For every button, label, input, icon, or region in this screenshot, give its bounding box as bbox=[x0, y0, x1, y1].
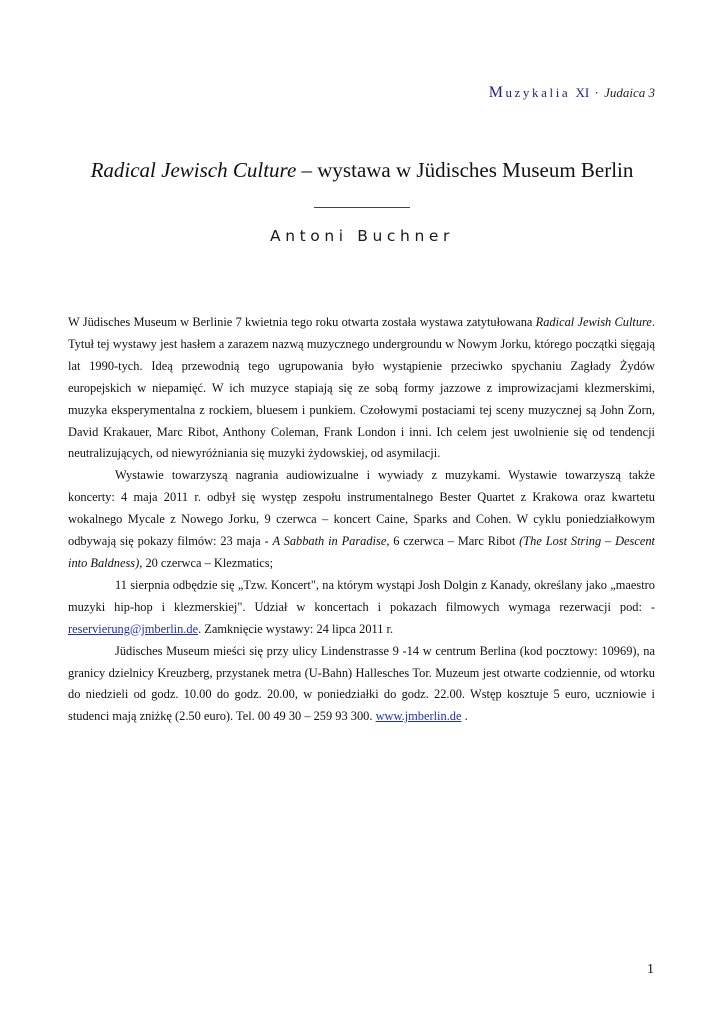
header-separator: · bbox=[594, 85, 599, 100]
museum-website-link[interactable]: www.jmberlin.de bbox=[375, 709, 462, 724]
journal-name-initial: M bbox=[488, 84, 506, 101]
reservation-email-link[interactable]: reservierung@jmberlin.de bbox=[68, 621, 199, 636]
paragraph-2 bbox=[68, 465, 655, 575]
paragraph-1-text-b: . Tytuł tej wystawy jest hasłem a zarazem nazwą muzycznego undergroundu w Nowym Jorku, którego początki sięgają lat 1990-tych. Ideą przewodnią tego ugrupowania było wystąpienie przeciwko spychaniu Zagłady Żydów europejskich w niepamięć. W ich muzyce stapiają się ze sobą formy jazzowe z improwizacjami klezmerskimi, muzyka eksperymentalna z rockiem, bluesem i punkiem. Czołowymi postaciami tej sceny muzycznej są John Zorn, David Krakauer, Marc Ribot, Anthony Coleman, Frank London i inni. Ich celem jest uwolnienie się od tendencji neutralizujących, od niewyróżniania się muzyki żydowskiej, od asymilacji. bbox=[68, 315, 655, 461]
paragraph-3-text-a: 11 sierpnia odbędzie się „Tzw. Koncert", na którym wystąpi Josh Dolgin z Kanady, określany jako „maestro muzyki hip-hop i klezmerskiej". Udział w koncertach i pokazach filmowych wymaga rezerwacji pod: - bbox=[68, 577, 655, 614]
article-title bbox=[0, 158, 724, 183]
page-number: 1 bbox=[647, 962, 654, 977]
paragraph-3 bbox=[68, 575, 655, 641]
journal-series: Judaica 3 bbox=[604, 85, 655, 100]
journal-volume: XI bbox=[575, 85, 590, 100]
article-title-italic: Radical Jewisch Culture bbox=[90, 158, 297, 182]
paragraph-4 bbox=[68, 641, 655, 729]
paragraph-4-text-b: . bbox=[461, 709, 468, 724]
title-divider bbox=[314, 207, 410, 208]
journal-name-rest: uzykalia bbox=[505, 85, 571, 100]
paragraph-2-text-b: , 6 czerwca – Marc Ribot bbox=[386, 534, 520, 549]
paragraph-1-text-a: W Jüdisches Museum w Berlinie 7 kwietnia tego roku otwarta została wystawa zatytułowana bbox=[68, 315, 536, 329]
film-title-lost-string: (The Lost String – Descent into Baldness) bbox=[68, 534, 655, 570]
paragraph-1 bbox=[68, 312, 655, 465]
paragraph-2-text-c: , 20 czerwca – Klezmatics; bbox=[139, 555, 274, 570]
article-title-rest: – wystawa w Jüdisches Museum Berlin bbox=[296, 158, 634, 182]
exhibition-name-italic: Radical Jewish Culture bbox=[535, 315, 652, 329]
journal-name bbox=[489, 85, 570, 100]
running-header bbox=[489, 84, 655, 102]
article-author: Antoni Buchner bbox=[270, 227, 454, 245]
film-title-sabbath: A Sabbath in Paradise bbox=[272, 534, 387, 549]
article-body bbox=[68, 312, 655, 728]
paragraph-2-text-a: Wystawie towarzyszą nagrania audiowizualne i wywiady z muzykami. Wystawie towarzyszą także koncerty: 4 maja 2011 r. odbył się występ zespołu instrumentalnego Bester Quartet z Krakowa oraz kwartetu wokalnego Mycale z Nowego Jorku, 9 czerwca – koncert Caine, Sparks and Cohen. W cyklu poniedziałkowym odbywają się pokazy filmów: 23 maja - bbox=[68, 468, 655, 549]
paragraph-3-text-b: . Zamknięcie wystawy: 24 lipca 2011 r. bbox=[198, 621, 394, 636]
paragraph-4-text-a: Jüdisches Museum mieści się przy ulicy Lindenstrasse 9 -14 w centrum Berlina (kod pocztowy: 10969), na granicy dzielnicy Kreuzberg, przystanek metra (U-Bahn) Hallesches Tor. Muzeum jest otwarte codziennie, od wtorku do niedzieli od godz. 10.00 do godz. 20.00, w poniedziałki do godz. 22.00. Wstęp kosztuje 5 euro, uczniowie i studenci mają zniżkę (2.50 euro). Tel. 00 49 30 – 259 93 300. bbox=[68, 643, 655, 724]
